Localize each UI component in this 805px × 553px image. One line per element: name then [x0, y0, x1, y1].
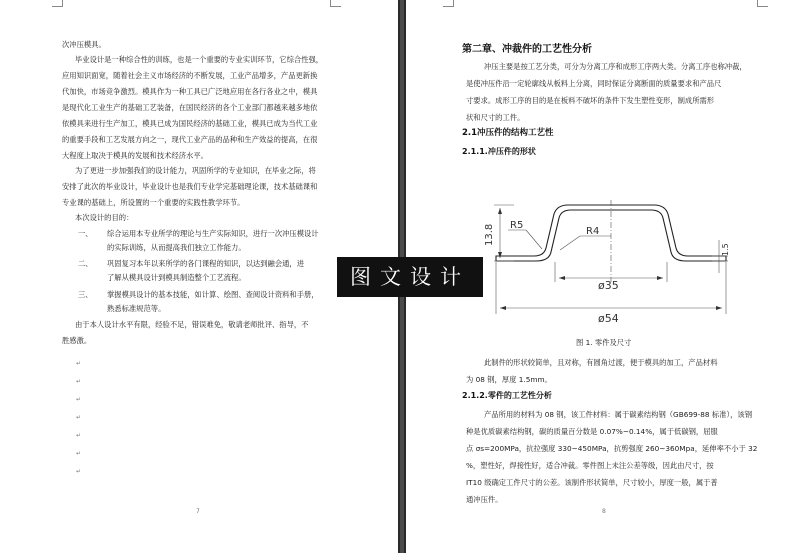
body-line: 专业课的基础上，所设置的一个重要的实践性教学环节。 [62, 198, 245, 207]
watermark-banner: 图文设计 [337, 257, 483, 297]
intro-line: 状和尺寸的工件。 [466, 113, 525, 122]
body-line: 胜感激。 [62, 336, 92, 345]
page-number: 8 [602, 508, 606, 515]
shape-description [466, 354, 766, 388]
analysis-line: %，塑性好，焊接性好，适合冲裁。零件图上未注公差等级，因此由尺寸，按 [466, 461, 714, 470]
crop-mark-top-left [52, 0, 63, 7]
dim-r4: R4 [586, 226, 600, 237]
page-number: 7 [196, 508, 200, 515]
dim-inner-diameter: ø35 [598, 279, 619, 292]
list-item-text: 掌握模具设计的基本技能，如计算、绘图、查阅设计资料和手册， [107, 290, 319, 299]
dim-thickness: 1.5 [721, 243, 730, 256]
part-drawing [486, 190, 731, 330]
chapter-intro [466, 58, 766, 126]
list-item-text: 综合运用本专业所学的理论与生产实际知识，进行一次冲压模设计 [107, 229, 319, 238]
body-line: 依模具来进行生产加工，模具已成为国民经济的基础工业，模具已成为当代工业 [62, 119, 318, 128]
dim-outer-diameter: ø54 [598, 312, 619, 325]
crop-mark-top-right [757, 0, 768, 7]
intro-line: 寸要求。成形工序的目的是在板料不破坏的条件下发生塑性变形，制成所需形 [466, 96, 715, 105]
chapter-title: 第二章、冲裁件的工艺性分析 [462, 44, 592, 55]
section-heading: 2.1冲压件的结构工艺性 [462, 128, 554, 138]
analysis-line: 产品所用的材料为 08 钢，该工件材料：属于碳素结构钢（GB699-88 标准），该钢 [484, 410, 753, 419]
dim-r5: R5 [510, 220, 524, 231]
body-line: 代加快，市场竞争激烈。模具作为一种工具已广泛地应用在各行各业之中，模具 [62, 87, 318, 96]
body-line: 应用知识面宽，随着社会主义市场经济的不断发展，工业产品增多，产品更新换 [62, 71, 318, 80]
intro-line: 是使冲压件沿一定轮廓线从板料上分离，同时保证分离断面的质量要求和产品尺 [466, 79, 722, 88]
body-line: 本次设计的目的： [75, 213, 134, 222]
crop-mark-top-left [443, 0, 454, 7]
body-line: 的重要手段和工艺发展方向之一，现代工业产品的品种和生产效益的提高，在很 [62, 135, 318, 144]
analysis-line: 种是优质碳素结构钢，碳的质量百分数是 0.07%~0.14%，属于低碳钢，屈服 [466, 427, 718, 436]
crop-mark-top-right [330, 0, 341, 7]
body-line: 安排了此次的毕业设计，毕业设计也是我们专业学完基础理论课，技术基础课和 [62, 182, 318, 191]
dim-height: 13.8 [484, 223, 495, 246]
analysis-line: 点 σs=200MPa，抗拉强度 330~450MPa，抗剪强度 260~360Mpa，延伸率不小于 32 [466, 444, 758, 453]
list-item-text: 的实际训练，从而提高我们独立工作能力。 [107, 243, 246, 252]
body-line: 大程度上取决于模具的发展和技术经济水平。 [62, 151, 208, 160]
shape-line: 为 08 钢，厚度 1.5mm。 [466, 375, 552, 384]
body-line: 由于本人设计水平有限，经验不足，错误难免，敬请老师批评、指导，不 [75, 320, 309, 329]
body-line: 为了更进一步加强我们的设计能力，巩固所学的专业知识，在毕业之际，将 [75, 166, 316, 175]
analysis-line: IT10 级确定工件尺寸的公差。该制件形状简单，尺寸较小，厚度一般，属于普 [466, 478, 718, 487]
figure-caption: 图 1. 零件及尺寸 [576, 338, 632, 347]
subsection-heading: 2.1.1.冲压件的形状 [462, 147, 536, 156]
body-line: 是现代化工业生产的基础工艺装备，在国民经济的各个工业部门都越来越多地依 [62, 103, 318, 112]
left-document-page: 次冲压模具。 毕业设计是一种综合性的训练，也是一个重要的专业实训环节，它综合性强， 应用知识面宽，随着社会主义市场经济的不断发展，工业产品增多，产品更新换 代加快，市场竞争激烈。模具作为一种工具已广泛地应用在各行各业之中，模具 是现代化工业生产的基础工艺装备，在国民经济的各个工业部门都越来越多地依 依模具来进行生产加工，模具已成为国民经济的基础工业，模具已成为当代工业 的重要手段和工艺发展方向之一，现代工业产品的品种和生产效益的提高，在很 大程度上取决于模具的发展和技术经济水平。 为了更进一步加强我们的设计能力，巩固所学的专业知识，在毕业之际，将 安排了此次的毕业设计，毕业设计也是我们专业学完基础理论课，技术基础课和 专业课的基础上，所设置的一个重要的实践性教学环节。 本次设计的目的： 一、 综合运用本专业所学的理论与生产实际知识，进行一次冲压模设计 的实际训练，从而提高我们独立工作能力。 二、 巩固复习本年以来所学的各门课程的知识，以达到融会通，进 了解从模具设计到模具制造整个工艺流程。 三、 掌握模具设计的基本技能，如计算、绘图、查阅设计资料和手册， 熟悉标准规范等。 由于本人设计水平有限，经验不足，错误难免，敬请老师批评、指导，不 胜感激。 ↵ ↵ ↵ ↵ ↵ ↵ ↵ 7 [0, 0, 398, 553]
body-line: 毕业设计是一种综合性的训练，也是一个重要的专业实训环节，它综合性强， [75, 55, 324, 64]
list-item-text: 熟悉标准规范等。 [107, 304, 166, 313]
analysis-line: 通冲压件。 [466, 495, 503, 504]
intro-line: 冲压主要是按工艺分类，可分为分离工序和成形工序两大类。分离工序也称冲裁， [484, 62, 747, 71]
list-item-text: 了解从模具设计到模具制造整个工艺流程。 [107, 273, 246, 282]
subsection-heading: 2.1.2.零件的工艺性分析 [462, 391, 552, 400]
body-line: 次冲压模具。 [62, 40, 106, 49]
list-item-text: 巩固复习本年以来所学的各门课程的知识，以达到融会通，进 [107, 259, 305, 268]
list-number: 三、 [78, 290, 93, 299]
list-number: 二、 [78, 259, 93, 268]
list-number: 一、 [78, 229, 93, 238]
process-analysis [466, 406, 766, 508]
shape-line: 此制件的形状较简单，且对称，有圆角过渡，便于模具的加工，产品材料 [484, 358, 718, 367]
